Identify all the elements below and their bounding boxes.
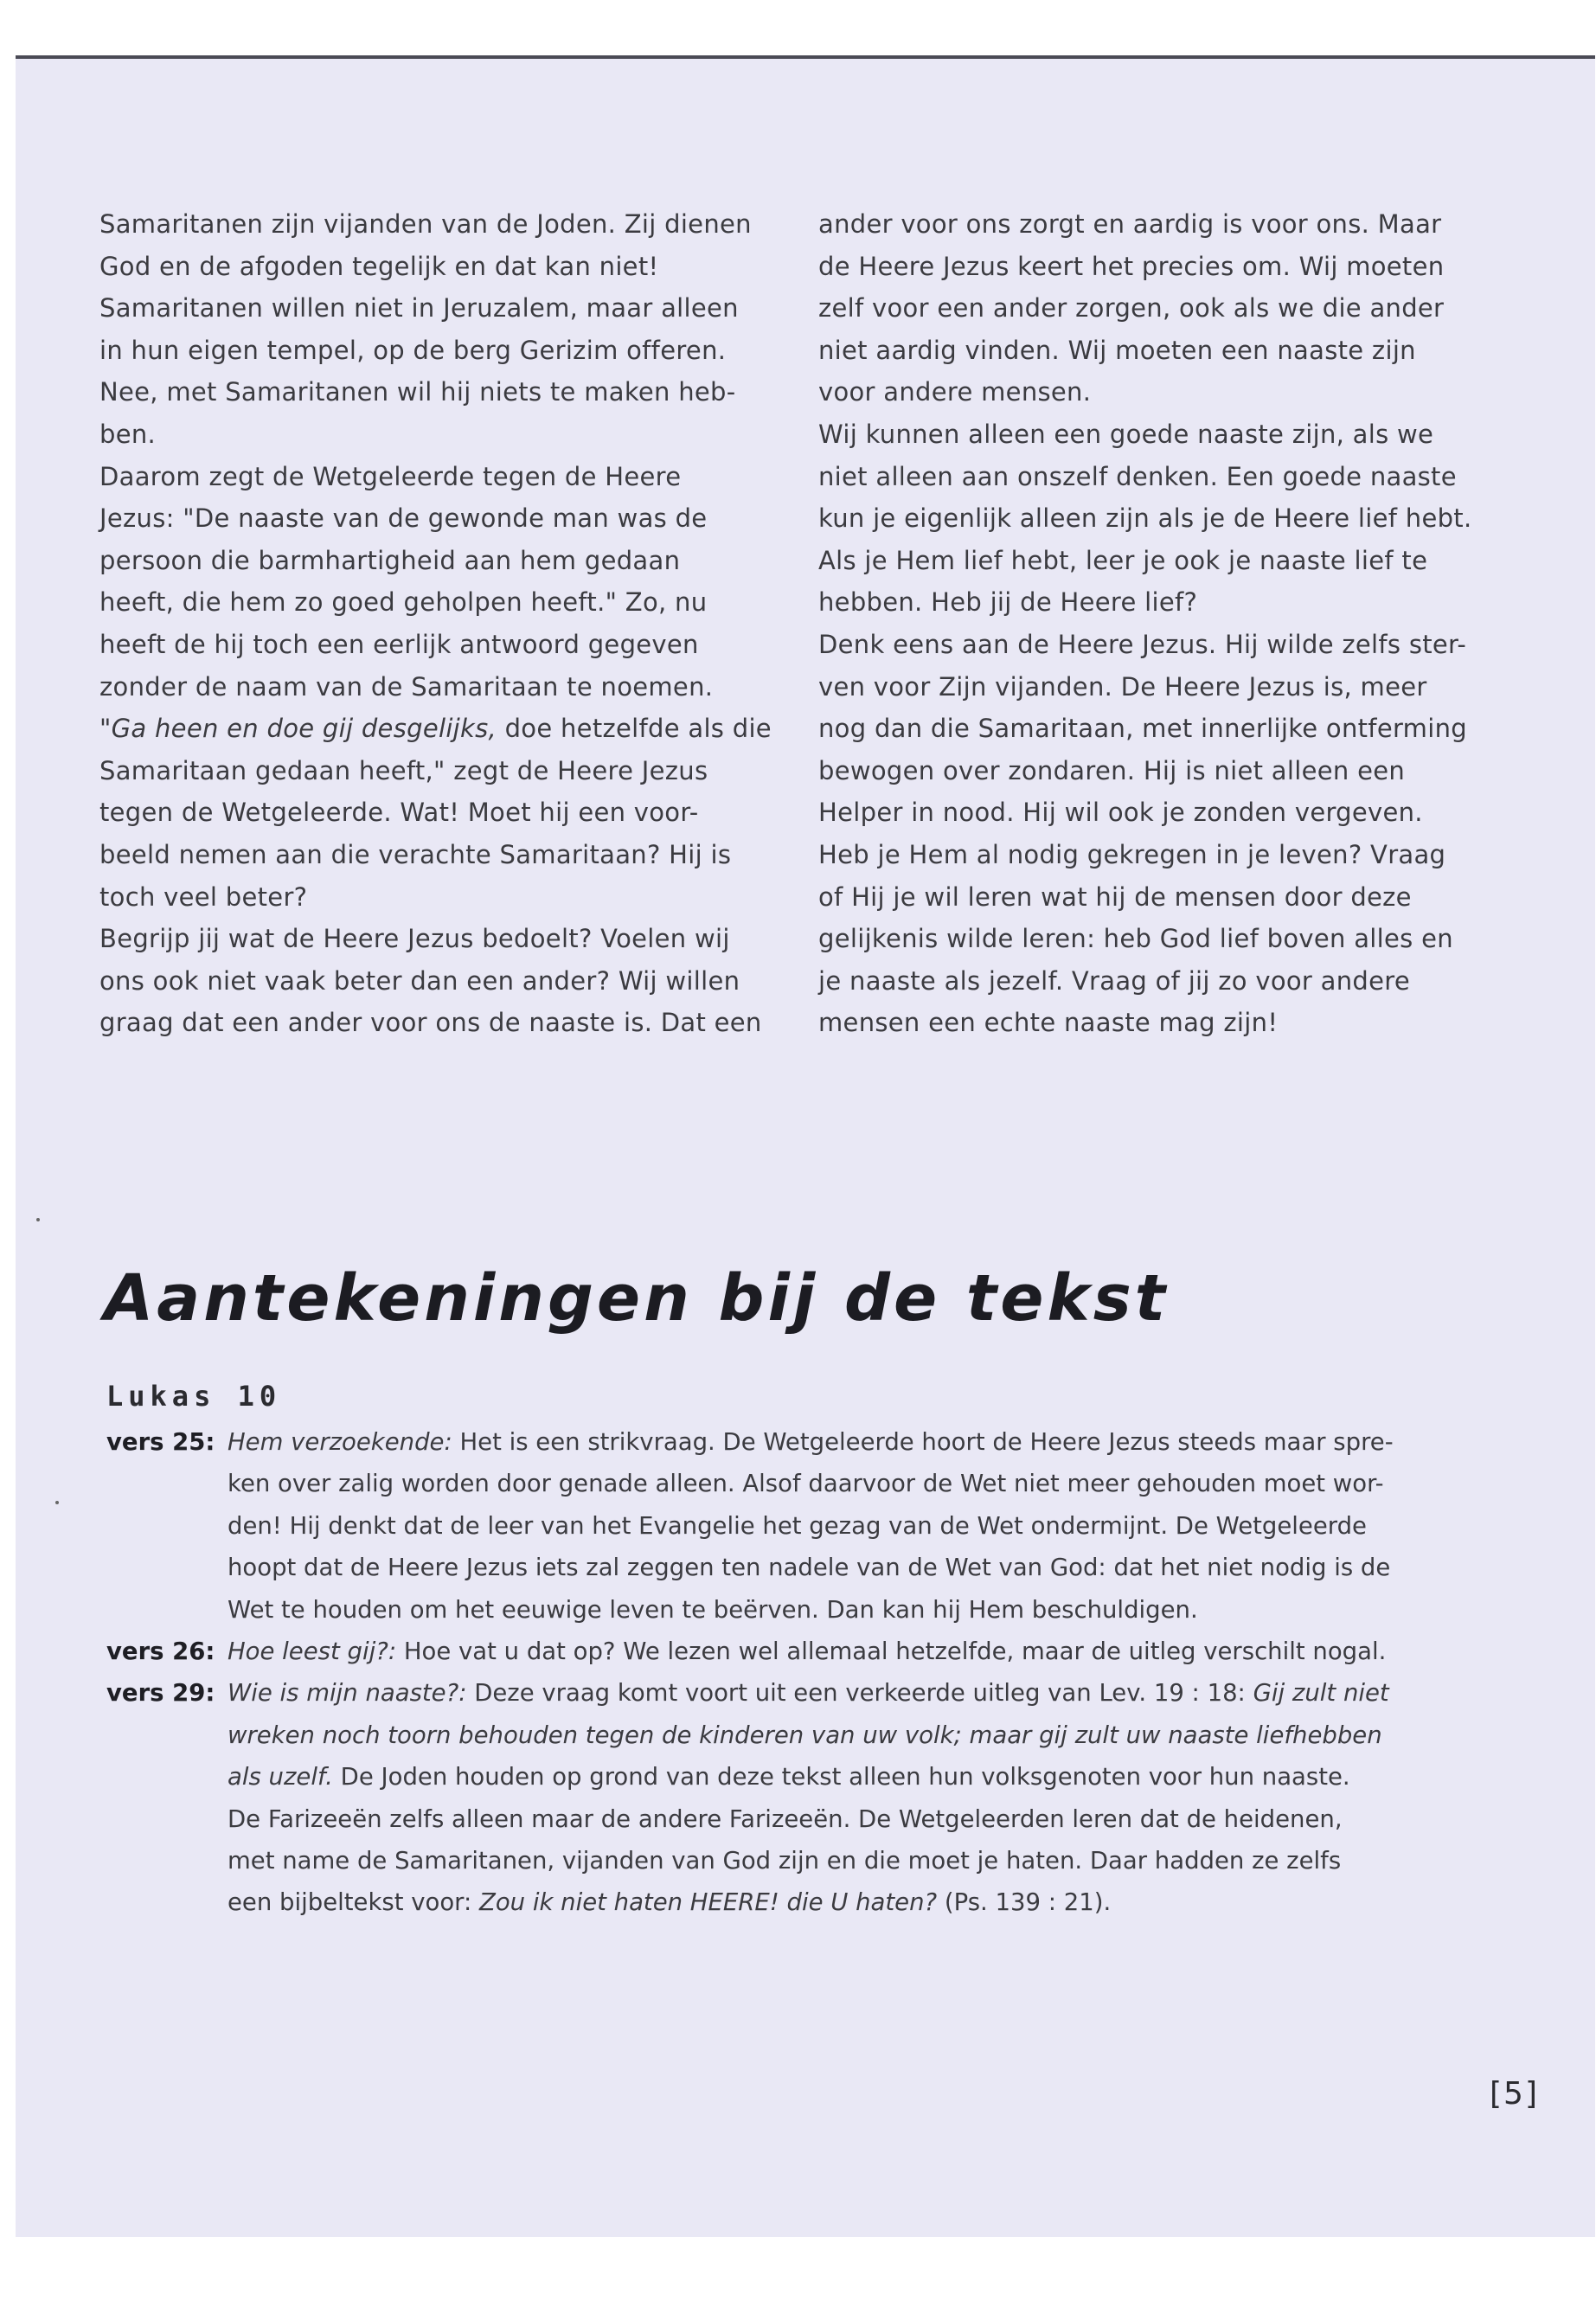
top-rule [16, 55, 1595, 59]
text-line: Samaritanen willen niet in Jeruzalem, maar alleen [99, 293, 739, 324]
text-line: ben. [99, 419, 157, 449]
text-line: beeld nemen aan die verachte Samaritaan? Hij is [99, 839, 732, 869]
text-line: gelijkenis wilde leren: heb God lief boven alles en [818, 924, 1453, 954]
text-line [228, 1756, 1473, 1798]
text-line: Samaritaan gedaan heeft," zegt de Heere Jezus [99, 755, 708, 785]
text-line: Nee, met Samaritanen wil hij niets te maken heb- [99, 377, 736, 407]
text-line: tegen de Wetgeleerde. Wat! Moet hij een voor- [99, 798, 699, 828]
italic-term: Wie is mijn naaste?: [228, 1679, 467, 1708]
italic-quote: wreken noch toorn behouden tegen de kinderen van uw volk; maar gij zult uw naaste liefhebben [228, 1721, 1382, 1749]
verse-ref: vers 25: [106, 1428, 215, 1456]
text-line: ons ook niet vaak beter dan een ander? Wij willen [99, 965, 740, 996]
scan-speck [55, 1501, 59, 1504]
text-line: Denk eens aan de Heere Jezus. Hij wilde zelfs ster- [818, 629, 1467, 659]
text-run: doe hetzelfde als die [497, 714, 772, 744]
text-line: De Farizeeën zelfs alleen maar de andere Farizeeën. De Wetgeleerden leren dat de heidenen, [228, 1804, 1343, 1833]
text-line: ander voor ons zorgt en aardig is voor ons. Maar [818, 209, 1442, 239]
text-line: zonder de naam van de Samaritaan te noemen. [99, 671, 714, 702]
italic-quote: "Ga heen en doe gij desgelijks, [99, 714, 497, 744]
text-line: ven voor Zijn vijanden. De Heere Jezus is, meer [818, 671, 1427, 702]
text-line: Heb je Hem al nodig gekregen in je leven? Vraag [818, 839, 1446, 869]
italic-quote: Zou ik niet haten HEERE! die U haten? [479, 1888, 938, 1917]
text-line: Begrijp jij wat de Heere Jezus bedoelt? Voelen wij [99, 924, 730, 954]
verse-ref: vers 29: [106, 1679, 215, 1708]
text-line: kun je eigenlijk alleen zijn als je de Heere lief hebt. [818, 503, 1472, 534]
text-line: Jezus: "De naaste van de gewonde man was de [99, 503, 708, 534]
left-column [99, 203, 772, 1044]
text-line [228, 1631, 1473, 1672]
text-line [99, 708, 772, 750]
text-line: bewogen over zondaren. Hij is niet alleen een [818, 755, 1406, 785]
text-line: toch veel beter? [99, 881, 308, 912]
italic-quote: Gij zult niet [1253, 1679, 1389, 1708]
text-run: Het is een strikvraag. De Wetgeleerde hoort de Heere Jezus steeds maar spre- [452, 1428, 1394, 1456]
text-line: God en de afgoden tegelijk en dat kan niet! [99, 251, 659, 281]
text-line: Als je Hem lief hebt, leer je ook je naaste lief te [818, 545, 1428, 575]
italic-quote: als uzelf. [228, 1763, 333, 1791]
right-column [818, 203, 1476, 1044]
note-vers-25 [106, 1421, 1473, 1631]
text-line: heeft, die hem zo goed geholpen heeft." Zo, nu [99, 587, 708, 618]
text-line: de Heere Jezus keert het precies om. Wij moeten [818, 251, 1445, 281]
note-vers-29 [106, 1672, 1473, 1923]
text-line: hoopt dat de Heere Jezus iets zal zeggen ten nadele van de Wet van God: dat het niet nodig is de [228, 1554, 1391, 1582]
text-run: Deze vraag komt voort uit een verkeerde uitleg van Lev. 19 : 18: [466, 1679, 1253, 1708]
text-line: hebben. Heb jij de Heere lief? [818, 587, 1198, 618]
text-line: nog dan die Samaritaan, met innerlijke ontferming [818, 714, 1467, 744]
text-line [228, 1672, 1473, 1714]
text-line: Daarom zegt de Wetgeleerde tegen de Heere [99, 461, 682, 491]
text-line [228, 1421, 1473, 1463]
text-line: of Hij je wil leren wat hij de mensen door deze [818, 881, 1412, 912]
text-line: den! Hij denkt dat de leer van het Evangelie het gezag van de Wet ondermijnt. De Wetgeleerde [228, 1511, 1367, 1540]
book-reference: Lukas 10 [106, 1380, 282, 1413]
verse-ref: vers 26: [106, 1638, 215, 1666]
text-line: heeft de hij toch een eerlijk antwoord gegeven [99, 629, 699, 659]
section-heading: Aantekeningen bij de tekst [104, 1261, 1170, 1336]
italic-term: Hoe leest gij?: [228, 1638, 397, 1666]
text-line: voor andere mensen. [818, 377, 1092, 407]
text-line: in hun eigen tempel, op de berg Gerizim offeren. [99, 335, 727, 365]
text-line: niet aardig vinden. Wij moeten een naaste zijn [818, 335, 1416, 365]
text-line: persoon die barmhartigheid aan hem gedaan [99, 545, 681, 575]
text-run: Hoe vat u dat op? We lezen wel allemaal hetzelfde, maar de uitleg verschilt nogal. [396, 1638, 1387, 1666]
italic-term: Hem verzoekende: [228, 1428, 452, 1456]
text-line: niet alleen aan onszelf denken. Een goede naaste [818, 461, 1457, 491]
text-line: Helper in nood. Hij wil ook je zonden vergeven. [818, 798, 1423, 828]
text-line: graag dat een ander voor ons de naaste is. Dat een [99, 1008, 762, 1038]
text-line: Wet te houden om het eeuwige leven te beërven. Dan kan hij Hem beschuldigen. [228, 1595, 1198, 1624]
text-line: met name de Samaritanen, vijanden van God zijn en die moet je haten. Daar hadden ze zelfs [228, 1847, 1342, 1875]
notes-section [106, 1380, 1473, 1924]
text-line: je naaste als jezelf. Vraag of jij zo voor andere [818, 965, 1410, 996]
text-run: De Joden houden op grond van deze tekst alleen hun volksgenoten voor hun naaste. [332, 1763, 1350, 1791]
note-vers-26 [106, 1631, 1473, 1672]
text-run: (Ps. 139 : 21). [937, 1888, 1112, 1917]
text-line: mensen een echte naaste mag zijn! [818, 1008, 1279, 1038]
text-run: een bijbeltekst voor: [228, 1888, 479, 1917]
page-number: [5] [1490, 2076, 1539, 2112]
text-line [228, 1881, 1473, 1923]
text-line: zelf voor een ander zorgen, ook als we die ander [818, 293, 1445, 324]
text-line: Samaritanen zijn vijanden van de Joden. Zij dienen [99, 209, 752, 239]
scan-speck [36, 1218, 40, 1221]
text-line: Wij kunnen alleen een goede naaste zijn, als we [818, 419, 1434, 449]
text-line: ken over zalig worden door genade alleen. Alsof daarvoor de Wet niet meer gehouden moet wor- [228, 1470, 1384, 1498]
text-line [228, 1715, 1473, 1756]
